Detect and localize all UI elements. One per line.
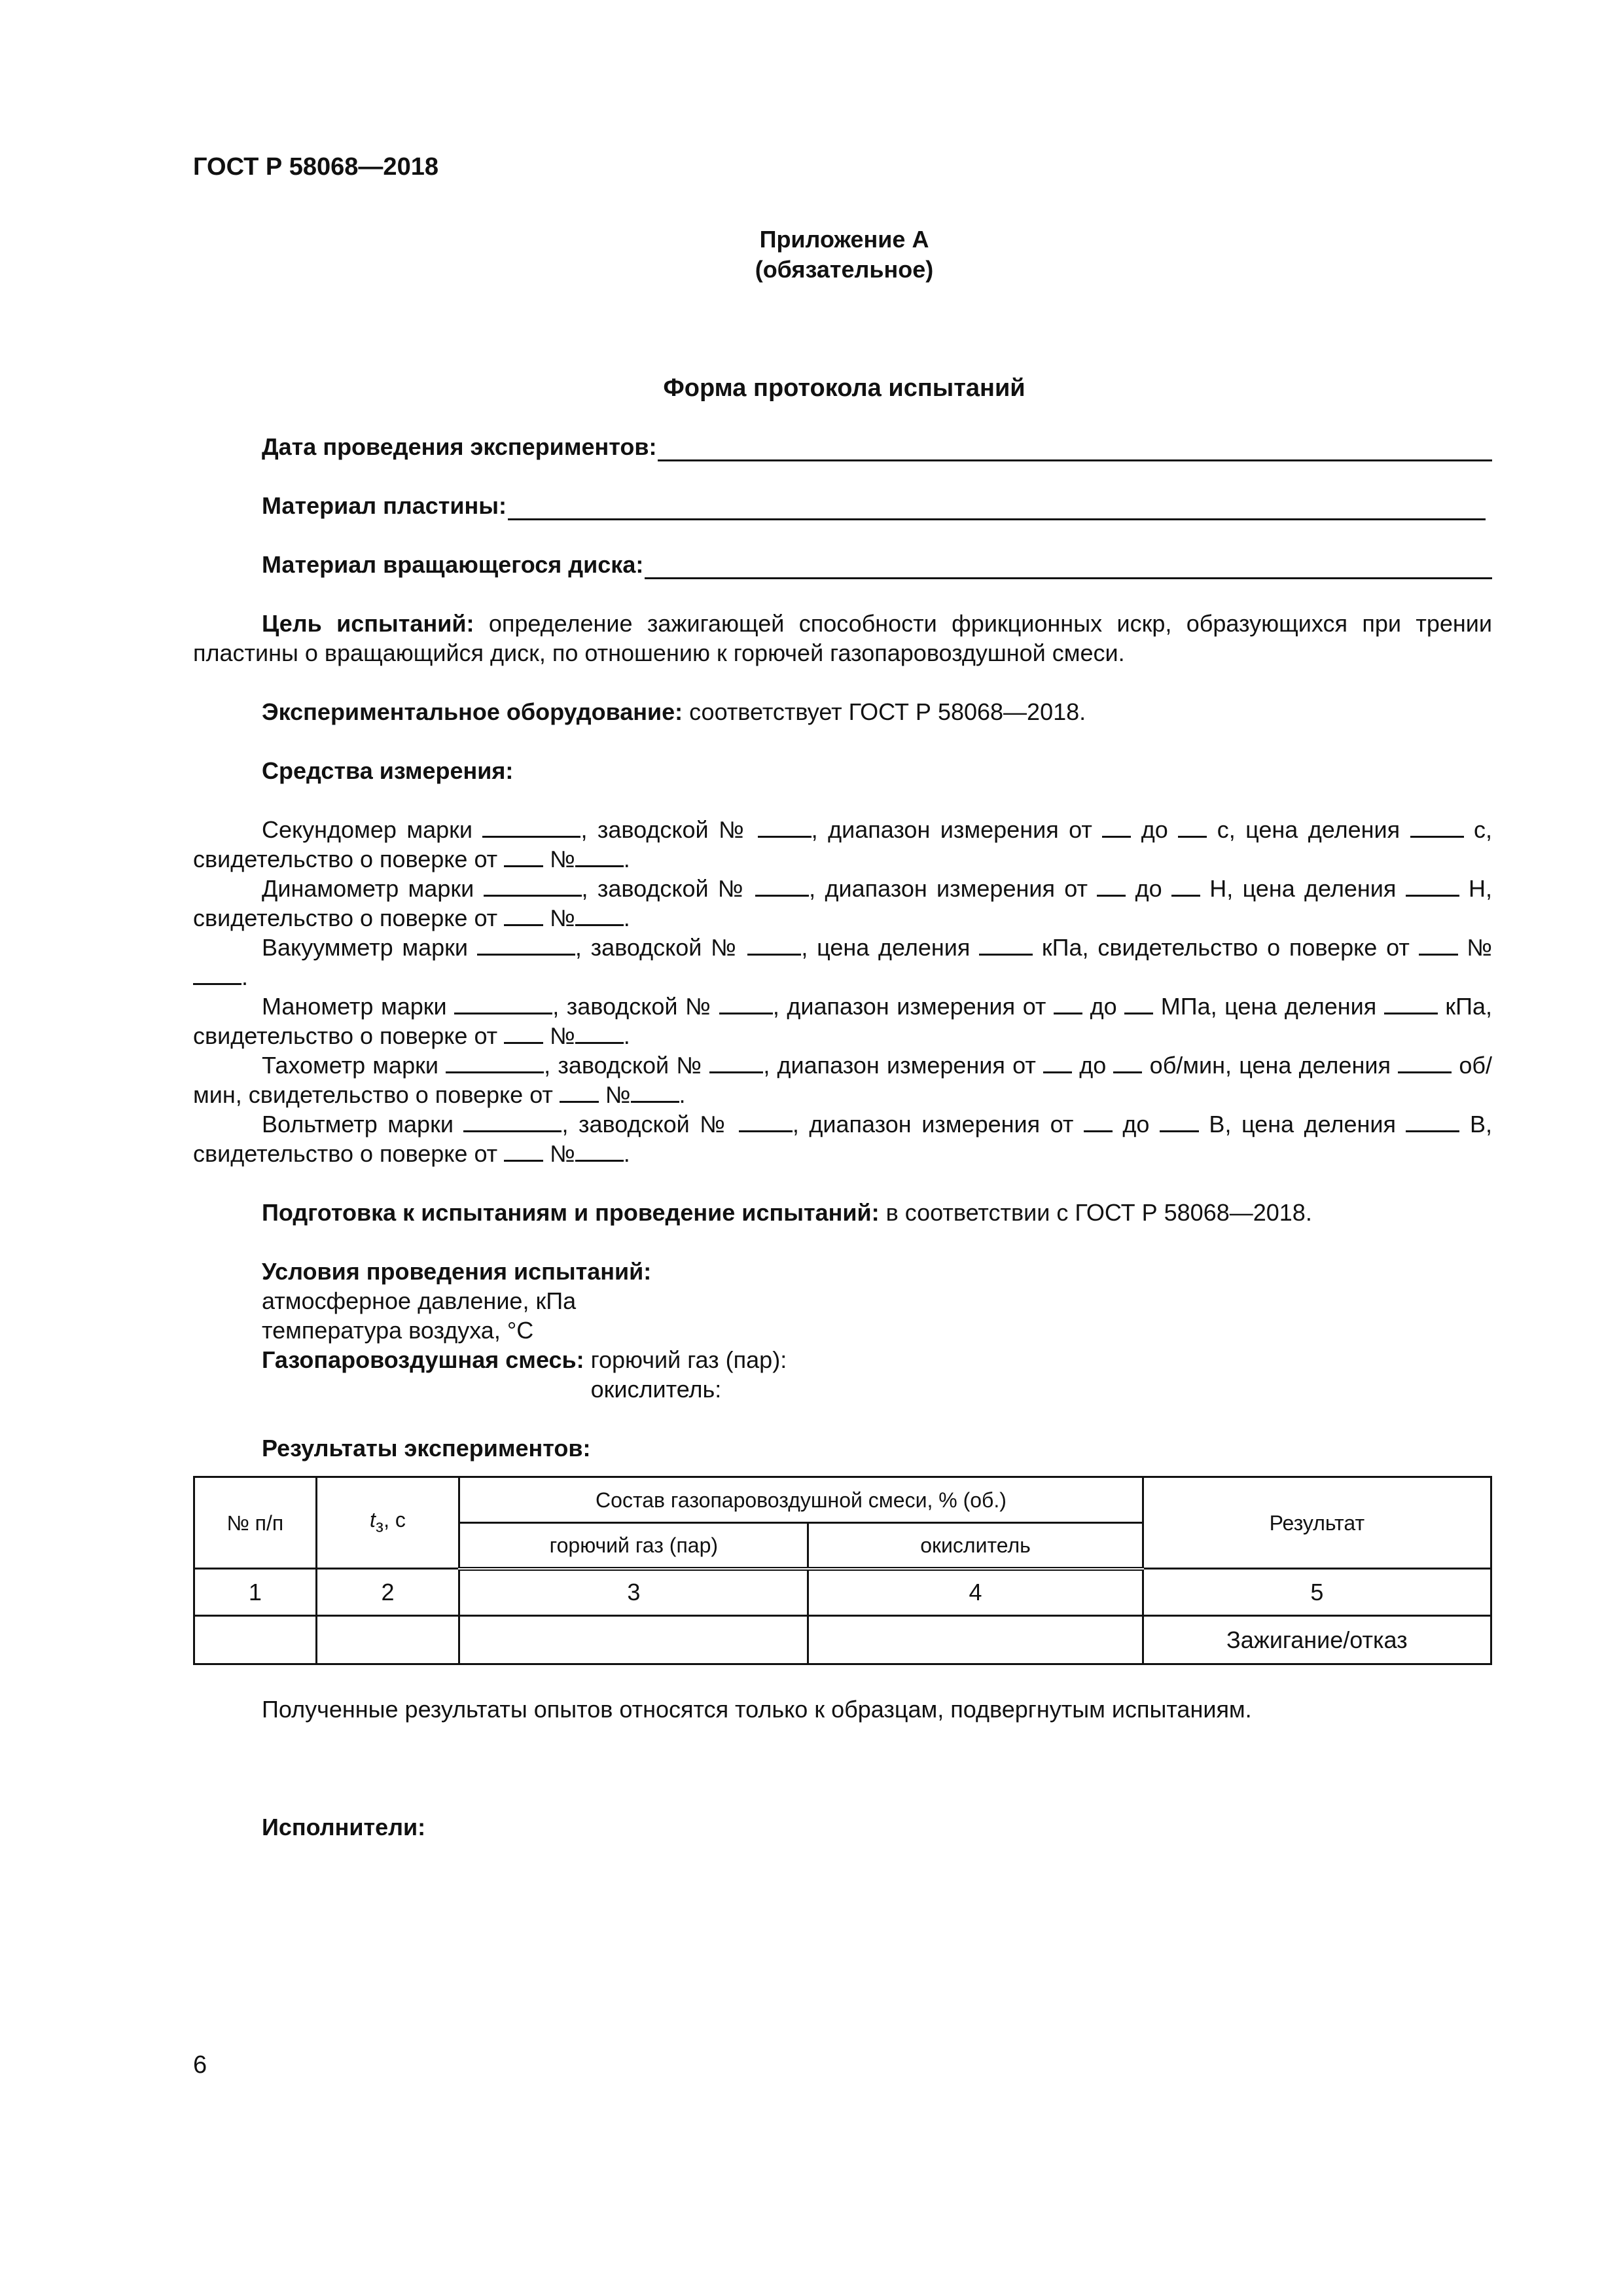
- tachometer-to-blank[interactable]: [1113, 1050, 1142, 1073]
- tachometer-line: [193, 1050, 1492, 1109]
- page-number: 6: [193, 2051, 207, 2079]
- result-cell-time[interactable]: [316, 1616, 459, 1664]
- results-note: Полученные результаты опытов относятся только к образцам, подвергнутым испытаниям.: [262, 1696, 1252, 1723]
- annex-title: Приложение А: [759, 226, 929, 253]
- manometer-from-blank[interactable]: [1054, 992, 1082, 1014]
- manometer-division-blank[interactable]: [1384, 992, 1438, 1014]
- time-symbol: t: [370, 1507, 376, 1532]
- result-cell-outcome: Зажигание/отказ: [1143, 1616, 1491, 1664]
- column-number-2: 2: [316, 1569, 459, 1616]
- plate-material-field: [262, 491, 1486, 520]
- stopwatch-division-blank[interactable]: [1410, 815, 1464, 838]
- disk-material-blank[interactable]: [645, 555, 1492, 579]
- dynamometer-text-2: , заводской №: [581, 875, 756, 902]
- voltmeter-text-2: , заводской №: [562, 1111, 739, 1138]
- tachometer-text-6: об/мин, свидетельство о поверке от: [193, 1052, 1492, 1108]
- vacuum-text-1: Вакуумметр марки: [262, 934, 477, 961]
- vacuum-gauge-line: [193, 933, 1492, 992]
- manometer-cert-no-blank[interactable]: [575, 1021, 624, 1044]
- equipment-label: Экспериментальное оборудование:: [262, 698, 683, 725]
- vacuum-division-blank[interactable]: [979, 933, 1033, 956]
- plate-material-label: Материал пластины:: [262, 492, 507, 519]
- stopwatch-text-4: до: [1131, 816, 1179, 843]
- mixture-label: Газопаровоздушная смесь:: [262, 1346, 584, 1373]
- voltmeter-cert-date-blank[interactable]: [504, 1139, 543, 1162]
- preparation-paragraph: [193, 1198, 1492, 1227]
- header-result: Результат: [1143, 1477, 1491, 1569]
- voltmeter-division-blank[interactable]: [1406, 1109, 1459, 1132]
- stopwatch-from-blank[interactable]: [1102, 815, 1131, 838]
- disk-material-label: Материал вращающегося диска:: [262, 551, 644, 578]
- manometer-text-6: кПа, свидетельство о поверке от: [193, 993, 1492, 1049]
- voltmeter-text-1: Вольтметр марки: [262, 1111, 464, 1138]
- preparation-text: в соответствии с ГОСТ Р 58068—2018.: [885, 1199, 1312, 1226]
- stopwatch-cert-date-blank[interactable]: [504, 844, 543, 867]
- voltmeter-cert-no-blank[interactable]: [575, 1139, 624, 1162]
- header-composition: Состав газопаровоздушной смеси, % (об.): [459, 1477, 1143, 1523]
- dynamometer-text-3: , диапазон измерения от: [809, 875, 1097, 902]
- voltmeter-to-blank[interactable]: [1160, 1109, 1199, 1132]
- header-number: № п/п: [194, 1477, 317, 1569]
- date-blank[interactable]: [658, 437, 1492, 461]
- purpose-text: определение зажигающей способности фрикционных искр, образующихся при трении пластины о вращающийся диск, по отношению к горючей газопаровоздушной смеси.: [193, 610, 1492, 666]
- manometer-text-3: , диапазон измерения от: [772, 993, 1054, 1020]
- stopwatch-text-7: №: [543, 846, 575, 872]
- column-number-3: 3: [459, 1569, 808, 1616]
- voltmeter-brand-blank[interactable]: [463, 1109, 562, 1132]
- tachometer-text-7: №: [598, 1081, 631, 1108]
- dynamometer-from-blank[interactable]: [1097, 874, 1126, 897]
- form-title: Форма протокола испытаний: [663, 374, 1026, 402]
- dynamometer-brand-blank[interactable]: [484, 874, 582, 897]
- performers-heading: Исполнители:: [262, 1814, 426, 1840]
- dynamometer-to-blank[interactable]: [1171, 874, 1200, 897]
- voltmeter-text-3: , диапазон измерения от: [792, 1111, 1084, 1138]
- stopwatch-line: [193, 815, 1492, 874]
- tachometer-division-blank[interactable]: [1398, 1050, 1452, 1073]
- stopwatch-text-1: Секундомер марки: [262, 816, 483, 843]
- instruments-heading: Средства измерения:: [262, 757, 514, 784]
- voltmeter-text-6: В, свидетельство о поверке от: [193, 1111, 1493, 1167]
- dynamometer-text-8: .: [623, 905, 630, 931]
- document-code: ГОСТ Р 58068—2018: [193, 153, 438, 181]
- tachometer-text-8: .: [679, 1081, 686, 1108]
- date-label: Дата проведения экспериментов:: [262, 433, 657, 460]
- tachometer-text-5: об/мин, цена деления: [1142, 1052, 1399, 1079]
- header-fuel: горючий газ (пар): [459, 1523, 808, 1569]
- voltmeter-line: [193, 1109, 1492, 1168]
- conditions-pressure: атмосферное давление, кПа: [262, 1287, 577, 1314]
- equipment-text: соответствует ГОСТ Р 58068—2018.: [689, 698, 1086, 725]
- dynamometer-line: [193, 874, 1492, 933]
- disk-material-field: [262, 550, 1492, 579]
- manometer-cert-date-blank[interactable]: [504, 1021, 543, 1044]
- vacuum-cert-no-blank[interactable]: [193, 962, 241, 985]
- vacuum-serial-blank[interactable]: [747, 933, 801, 956]
- vacuum-text-3: , цена деления: [801, 934, 980, 961]
- tachometer-serial-blank[interactable]: [709, 1050, 763, 1073]
- tachometer-from-blank[interactable]: [1043, 1050, 1072, 1073]
- voltmeter-text-5: В, цена деления: [1198, 1111, 1406, 1138]
- vacuum-brand-blank[interactable]: [477, 933, 575, 956]
- vacuum-text-2: , заводской №: [575, 934, 748, 961]
- manometer-text-8: .: [623, 1022, 630, 1049]
- stopwatch-text-2: , заводской №: [580, 816, 758, 843]
- tachometer-cert-date-blank[interactable]: [560, 1080, 599, 1103]
- conditions-heading: Условия проведения испытаний:: [262, 1258, 652, 1285]
- voltmeter-from-blank[interactable]: [1084, 1109, 1113, 1132]
- mixture-row: [262, 1345, 1492, 1404]
- dynamometer-text-5: Н, цена деления: [1200, 875, 1406, 902]
- voltmeter-text-7: №: [543, 1140, 575, 1167]
- vacuum-text-5: №: [1457, 934, 1493, 961]
- preparation-label: Подготовка к испытаниям и проведение испытаний:: [262, 1199, 880, 1226]
- manometer-line: [193, 992, 1492, 1050]
- dynamometer-text-6: Н, свидетельство о поверке от: [193, 875, 1493, 931]
- time-subscript: з: [375, 1516, 384, 1536]
- dynamometer-text-4: до: [1126, 875, 1171, 902]
- vacuum-text-6: .: [241, 963, 249, 990]
- column-number-4: 4: [808, 1569, 1143, 1616]
- manometer-text-4: до: [1082, 993, 1125, 1020]
- results-table: [193, 1476, 1492, 1665]
- voltmeter-serial-blank[interactable]: [739, 1109, 793, 1132]
- dynamometer-serial-blank[interactable]: [755, 874, 809, 897]
- result-cell-number[interactable]: [194, 1616, 317, 1664]
- tachometer-brand-blank[interactable]: [446, 1050, 544, 1073]
- header-time: [316, 1477, 459, 1569]
- stopwatch-text-3: , диапазон измерения от: [811, 816, 1103, 843]
- manometer-to-blank[interactable]: [1124, 992, 1153, 1014]
- header-oxidizer: окислитель: [808, 1523, 1143, 1569]
- manometer-text-1: Манометр марки: [262, 993, 455, 1020]
- purpose-label: Цель испытаний:: [262, 610, 474, 637]
- stopwatch-serial-blank[interactable]: [758, 815, 812, 838]
- tachometer-text-4: до: [1072, 1052, 1114, 1079]
- dynamometer-text-7: №: [543, 905, 575, 931]
- tachometer-text-2: , заводской №: [544, 1052, 710, 1079]
- annex-heading: [0, 224, 1623, 285]
- stopwatch-to-blank[interactable]: [1178, 815, 1207, 838]
- time-unit: , с: [383, 1507, 406, 1532]
- tachometer-text-1: Тахометр марки: [262, 1052, 446, 1079]
- manometer-text-7: №: [543, 1022, 575, 1049]
- result-cell-fuel[interactable]: [459, 1616, 808, 1664]
- tachometer-text-3: , диапазон измерения от: [763, 1052, 1044, 1079]
- column-number-5: 5: [1143, 1569, 1491, 1616]
- conditions-temperature: температура воздуха, °С: [262, 1317, 534, 1344]
- date-field: [262, 432, 1492, 461]
- vacuum-cert-date-blank[interactable]: [1419, 933, 1458, 956]
- stopwatch-text-5: с, цена деления: [1207, 816, 1410, 843]
- plate-material-blank[interactable]: [508, 496, 1486, 520]
- tachometer-cert-no-blank[interactable]: [631, 1080, 679, 1103]
- voltmeter-text-8: .: [623, 1140, 630, 1167]
- dynamometer-text-1: Динамометр марки: [262, 875, 484, 902]
- manometer-brand-blank[interactable]: [454, 992, 552, 1014]
- dynamometer-division-blank[interactable]: [1406, 874, 1459, 897]
- equipment-paragraph: [193, 697, 1492, 726]
- mixture-fuel: горючий газ (пар):: [590, 1346, 787, 1373]
- manometer-serial-blank[interactable]: [719, 992, 773, 1014]
- stopwatch-cert-no-blank[interactable]: [575, 844, 624, 867]
- vacuum-text-4: кПа, свидетельство о поверке от: [1033, 934, 1419, 961]
- results-heading: Результаты экспериментов:: [262, 1435, 591, 1462]
- dynamometer-cert-date-blank[interactable]: [504, 903, 543, 926]
- annex-status: (обязательное): [755, 256, 934, 283]
- manometer-text-5: МПа, цена деления: [1153, 993, 1384, 1020]
- stopwatch-brand-blank[interactable]: [482, 815, 580, 838]
- dynamometer-cert-no-blank[interactable]: [575, 903, 624, 926]
- result-cell-oxidizer[interactable]: [808, 1616, 1143, 1664]
- mixture-oxidizer: окислитель:: [590, 1376, 722, 1403]
- column-number-1: 1: [194, 1569, 317, 1616]
- form-content: [193, 432, 1492, 1842]
- voltmeter-text-4: до: [1112, 1111, 1160, 1138]
- purpose-paragraph: [193, 609, 1492, 668]
- manometer-text-2: , заводской №: [552, 993, 719, 1020]
- stopwatch-text-6: с, свидетельство о поверке от: [193, 816, 1492, 872]
- stopwatch-text-8: .: [623, 846, 630, 872]
